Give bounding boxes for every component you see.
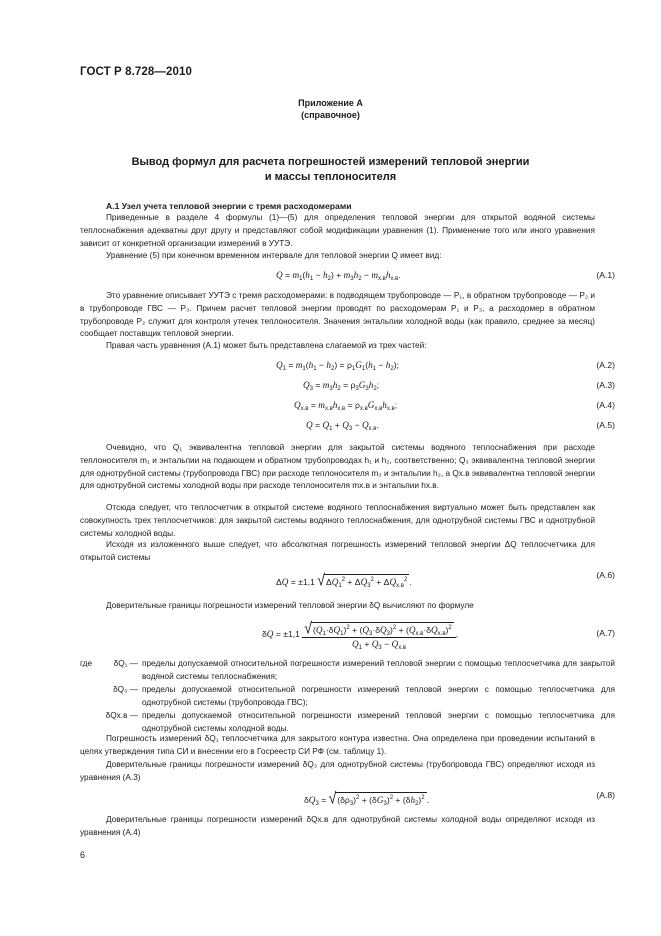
page-number: 6 <box>80 850 86 860</box>
equation-a7 <box>80 618 615 652</box>
paragraph-1: Приведенные в разделе 4 формулы (1)—(5) для определения тепловой энергии для открытой водяной системы теплоснабжения адекватны друг другу и представляют собой модификации уравнения (1). Применение того или иного уравнения зависит от конкретной организации измерений в УУТЭ. <box>80 213 595 248</box>
section-heading: А.1 Узел учета тепловой энергии с тремя расходомерами <box>106 201 352 211</box>
equation-a2 <box>80 360 615 374</box>
equation-a2-number: (А.2) <box>596 360 615 370</box>
equation-a3 <box>80 380 615 394</box>
equation-a1-number: (А.1) <box>596 270 615 280</box>
equation-a7-number: (А.7) <box>596 628 615 638</box>
annex-title: Приложение А <box>298 98 363 108</box>
annex-type: (справочное) <box>301 110 360 120</box>
where-text-dq1: пределы допускаемой относительной погрешности измерений тепловой энергии с помощью теплосчетчика для закрытой водяной системы теплоснабжения; <box>142 659 615 681</box>
page-title-line-2: и массы теплоносителя <box>264 171 397 183</box>
equation-a5-formula: $Q = Q_1 + Q_3 - Q_{х.в}$. <box>306 420 379 432</box>
where-symbol-dq1: δQ₁ — <box>113 659 138 668</box>
where-symbol-dq3: δQ₃ — <box>113 685 138 694</box>
equation-a6-number: (А.6) <box>596 570 615 580</box>
where-text-dqxv: пределы допускаемой относительной погрешности измерений тепловой энергии с помощью теплосчетчика для однотрубной системы холодной воды. <box>142 711 615 733</box>
equation-a8-formula: $\delta Q_3 = √(\delta\rho_3)^2 + (\delta G_3)^2 + (\delta h_2)^2$ . <box>304 788 430 808</box>
equation-a1-formula: $Q = m_1(h_1 - h_2) + m_3h_2 - m_{х.в}h_{х.в}$. <box>276 270 401 282</box>
paragraph-3: Это уравнение описывает УУТЭ с тремя расходомерами: в подводящем трубопроводе — P₁, в обратном трубопроводе — P₂ и в трубопроводе ГВС — P₃. Причем расчет тепловой энергии проводят по расходомерам P₁ и P₃, а расходомер в обратном трубопроводе P₂ служит для контроля утечек теплоносителя. Значения энтальпии холодной воды (как правило, среднее за месяц) сообщает поставщик тепловой энергии. <box>80 291 595 339</box>
standard-designation: ГОСТ Р 8.728—2010 <box>80 66 192 78</box>
paragraph-7: Исходя из изложенного выше следует, что абсолютная погрешность измерений тепловой энергии ΔQ теплосчетчика для открытой системы <box>80 540 595 562</box>
equation-a5-number: (А.5) <box>596 420 615 430</box>
paragraph-9: Погрешность измерений δQ₁ теплосчетчика для закрытого контура известна. Она определена при проведении испытаний в целях утверждения типа СИ и внесении его в Госреестр СИ РФ (см. таблицу 1). <box>80 734 595 756</box>
equation-a5 <box>80 420 615 434</box>
where-block <box>80 658 615 738</box>
equation-a2-formula: $Q_1 = m_1(h_1 - h_2) = \rho_1G_1(h_1 - h_2)$; <box>276 360 399 372</box>
equation-a3-number: (А.3) <box>596 380 615 390</box>
paragraph-6: Отсюда следует, что теплосчетчик в открытой системе водяного теплоснабжения виртуально может быть представлен как совокупность трех теплосчетчиков: для закрытой системы водяного теплоснабжения, для однотрубной системы ГВС и однотрубной системы холодной воды. <box>80 503 595 538</box>
page-title-line-1: Вывод формул для расчета погрешностей измерений тепловой энергии <box>131 156 530 168</box>
equation-a6-formula: ΔQ = ±1,1 $√\Delta Q_1^2 + \Delta Q_3^2 + \Delta Q_{х.в}^2$ . <box>276 570 412 590</box>
equation-a1 <box>80 270 615 284</box>
equation-a4-number: (А.4) <box>596 400 615 410</box>
equation-a8 <box>80 790 615 810</box>
equation-a6 <box>80 570 615 590</box>
equation-a4 <box>80 400 615 414</box>
where-intro: где <box>80 659 93 668</box>
paragraph-11: Доверительные границы погрешности измерений δQх.в для однотрубной системы холодной воды определяют исходя из уравнения (А.4) <box>80 815 595 837</box>
paragraph-4: Правая часть уравнения (А.1) может быть представлена слагаемой из трех частей: <box>106 341 427 350</box>
equation-a3-formula: $Q_3 = m_3h_2 = \rho_3G_3h_2$; <box>303 380 380 392</box>
equation-a7-formula: δQ = ±1,1 $\frac{√(Q_1\cdot\delta Q_1)^2 + (Q_3\cdot\delta Q_3)^2 + (Q_{х.в}\cdot\delta Q_{х.в})^2}{Q_1 + Q_3 - Q_{х.в}}$ , <box>262 618 459 651</box>
equation-a4-formula: $Q_{х.в} = m_{х.в}h_{х.в} = \rho_{х.в}G_{х.в}h_{х.в}$; <box>294 400 398 412</box>
paragraph-5: Очевидно, что Q₁ эквивалентна тепловой энергии для закрытой системы водяного теплоснабжения при расходе теплоносителя m₁ и энтальпии на подающем и обратном трубопроводах h₁ и h₂, соответственно; Q₃ эквивалентна тепловой энергии для однотрубной системы (трубопровода ГВС) при расходе теплоносителя m₃ и энтальпии h₂, а Qх.в эквивалентна тепловой энергии для однотрубной системы холодной воды при расходе теплоносителя mх.в и энтальпии hх.в. <box>80 443 595 491</box>
where-symbol-dqxv: δQх.в — <box>105 711 138 720</box>
equation-a8-number: (А.8) <box>596 790 615 800</box>
paragraph-10: Доверительные границы погрешности измерений δQ₃ для однотрубной системы (трубопровода ГВС) определяют исходя из уравнения (А.3) <box>80 760 595 782</box>
where-text-dq3: пределы допускаемой относительной погрешности измерений тепловой энергии с помощью теплосчетчика для однотрубной системы (трубопровода ГВС); <box>142 685 615 707</box>
paragraph-8: Доверительные границы погрешности измерений тепловой энергии δQ вычисляют по формуле <box>106 601 474 610</box>
paragraph-2: Уравнение (5) при конечном временном интервале для тепловой энергии Q имеет вид: <box>106 251 442 260</box>
